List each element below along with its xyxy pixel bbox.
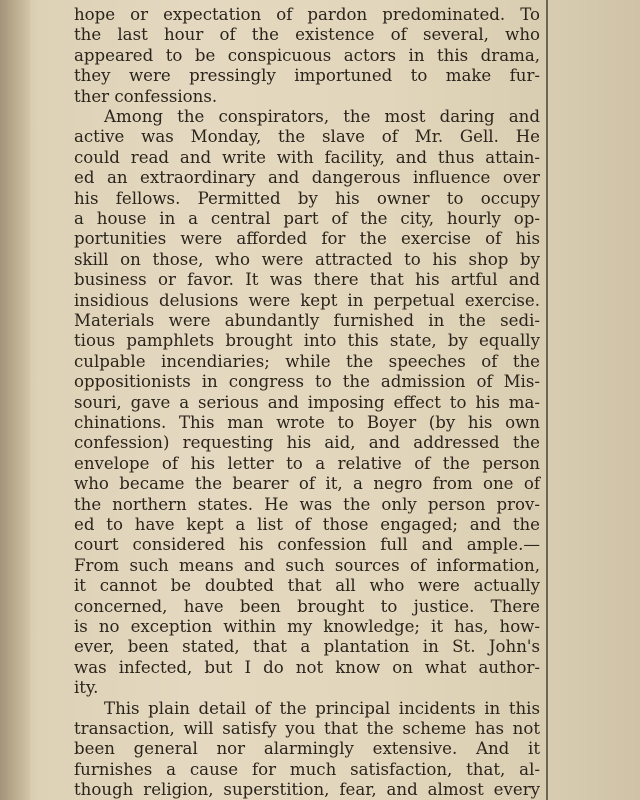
text-line: could read and write with facility, and thus attain- <box>74 147 540 167</box>
text-line: a house in a central part of the city, hourly op- <box>74 209 540 228</box>
text-line: the last hour of the existence of several, who <box>74 25 540 45</box>
text-line: skill on those, who were attracted to his shop by <box>74 249 540 269</box>
text-line: his fellows. Permitted by his owner to occupy <box>74 188 540 208</box>
text-line: who became the bearer of it, a negro from one of <box>74 474 540 494</box>
text-line: Among the conspirators, the most daring and <box>104 107 540 126</box>
text-line: confession) requesting his aid, and addressed the <box>74 433 540 453</box>
text-line: This plain detail of the principal incidents in this <box>104 698 540 718</box>
text-line: is no exception within my knowledge; it has, how- <box>74 617 540 636</box>
text-line: From such means and such sources of information, <box>74 555 540 575</box>
text-line: furnishes a cause for much satisfaction, that, al- <box>74 759 540 779</box>
text-line: culpable incendiaries; while the speeches of the <box>74 351 540 371</box>
text-line: active was Monday, the slave of Mr. Gell. He <box>74 127 540 147</box>
text-line: appeared to be conspicuous actors in this drama, <box>74 45 540 65</box>
text-line: envelope of his letter to a relative of the person <box>74 453 540 473</box>
text-line: oppositionists in congress to the admission of Mis- <box>74 372 540 392</box>
page-gutter <box>0 0 30 800</box>
column-rule <box>546 0 548 800</box>
text-line: the northern states. He was the only person prov- <box>74 494 540 514</box>
text-line: they were pressingly importuned to make fur- <box>74 66 540 86</box>
text-line: ed an extraordinary and dangerous influence over <box>74 168 540 188</box>
text-line: ther confessions. <box>74 86 218 106</box>
text-line: it cannot be doubted that all who were actually <box>74 576 540 596</box>
text-line: chinations. This man wrote to Boyer (by his own <box>74 413 540 432</box>
text-line: ity. <box>74 678 99 698</box>
text-line: tious pamphlets brought into this state, by equally <box>74 331 540 351</box>
text-line: ever, been stated, that a plantation in St. John's <box>74 637 540 657</box>
text-line: insidious delusions were kept in perpetual exercise. <box>74 290 540 310</box>
text-line: transaction, will satisfy you that the scheme has not <box>74 719 540 738</box>
text-line: been general nor alarmingly extensive. And it <box>74 739 540 759</box>
text-line: hope or expectation of pardon predominated. To <box>74 5 540 24</box>
text-line: was infected, but I do not know on what author- <box>74 657 540 677</box>
text-line: concerned, have been brought to justice. There <box>74 596 540 616</box>
text-line: court considered his confession full and ample.— <box>74 535 540 555</box>
text-line: though religion, superstition, fear, and almost every <box>74 780 540 800</box>
text-line: portunities were afforded for the exercise of his <box>74 229 540 249</box>
text-line: souri, gave a serious and imposing effect to his ma- <box>74 392 540 412</box>
text-line: Materials were abundantly furnished in the sedi- <box>74 311 540 330</box>
text-line: business or favor. It was there that his artful and <box>74 270 540 290</box>
text-line: ed to have kept a list of those engaged; and the <box>74 515 540 534</box>
